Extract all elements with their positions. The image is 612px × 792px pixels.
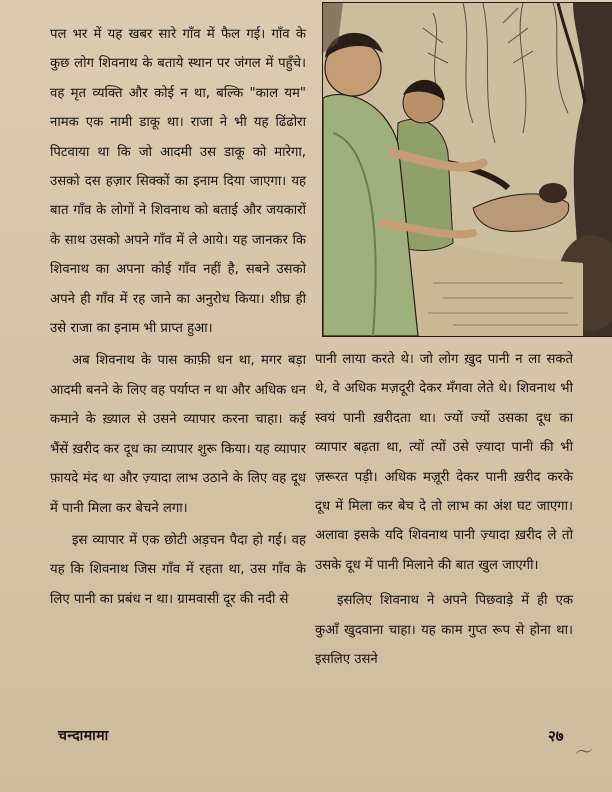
paragraph: अब शिवनाथ के पास काफ़ी धन था, मगर बड़ा आदमी बनने के लिए वह पर्याप्त न था और अधिक धन कमाने के ख़्याल से उसने व्यापार करना चाहा। कई भैंसें ख़रीद कर दूध का व्यापार शुरू किया। यह व्यापार फ़ायदे मंद था और ज़्यादा लाभ उठाने के लिए वह दूध में पानी मिला कर बेचने लगा। (50, 353, 306, 516)
forest-scene-drawing (323, 3, 612, 336)
pencil-mark-icon: 〜 (573, 740, 595, 765)
paragraph: पानी लाया करते थे। जो लोग ख़ुद पानी न ला सकते थे, वे अधिक मज़दूरी देकर मँगवा लेते थे। शिवनाथ भी स्वयं पानी ख़रीदता था। ज्यों ज्यों उसका दूध का व्यापार बढ़ता था, त्यों त्यों उसे ज़्यादा पानी की भी ज़रूरत पड़ी। अधिक मज़ूरी देकर पानी ख़रीद करके दूध में मिला कर बेच दे तो लाभ का अंश घट जाएगा। अलावा इसके यदि शिवनाथ पानी ज़्यादा ख़रीद ले तो उसके दूध में पानी मिलाने की बात खुल जाएगी। (315, 352, 573, 573)
magazine-name: चन्दामामा (58, 728, 109, 744)
right-text-column (315, 345, 573, 674)
paragraph: इसलिए शिवनाथ ने अपने पिछवाड़े में ही एक कुआँ खुदवाना चाहा। यह काम गुप्त रूप से होना था। इसलिए उसने (315, 593, 573, 668)
left-text-column (50, 20, 306, 614)
story-illustration (322, 2, 612, 337)
paragraph: इस व्यापार में एक छोटी अड़चन पैदा हो गई। वह यह कि शिवनाथ जिस गाँव में रहता था, उस गाँव के लिए पानी का प्रबंध न था। ग्रामवासी दूर की नदी से (50, 532, 306, 607)
paragraph: पल भर में यह खबर सारे गाँव में फैल गई। गाँव के कुछ लोग शिवनाथ के बताये स्थान पर जंगल में पहुँचे। वह मृत व्यक्ति और कोई न था, बल्कि "काल यम" नामक एक नामी डाकू था। राजा ने भी यह ढिंढोरा पिटवाया था कि जो आदमी उस डाकू को मारेगा, उसको दस हज़ार सिक्कों का इनाम दिया जाएगा। यह बात गाँव के लोगों ने शिवनाथ को बताई और जयकारों के साथ उसको अपने गाँव में ले आये। यह जानकर कि शिवनाथ का अपना कोई गाँव नहीं है, सबने उसको अपने ही गाँव में रह जाने का अनुरोध किया। शीघ्र ही उसे राजा का इनाम भी प्राप्त हुआ। (50, 27, 306, 337)
page-number: २७ (548, 727, 564, 745)
